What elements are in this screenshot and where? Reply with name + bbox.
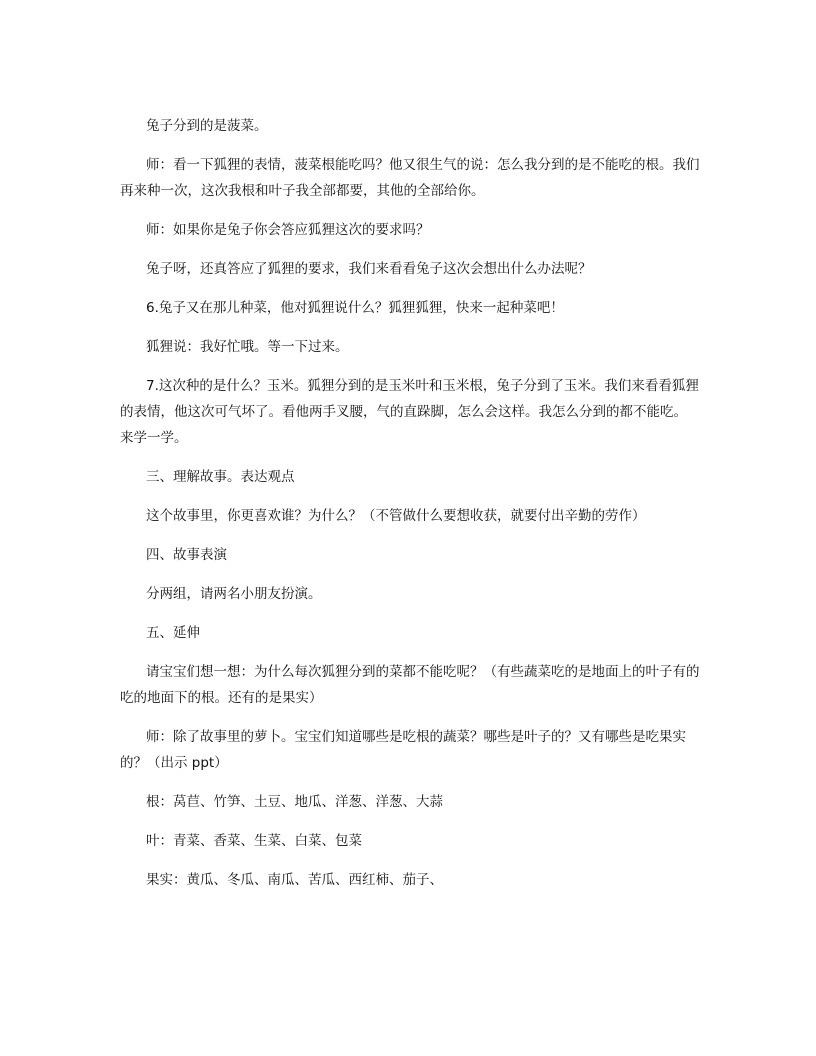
- paragraph-teacher-vegetables: 师：除了故事里的萝卜。宝宝们知道哪些是吃根的蔬菜？哪些是叶子的？又有哪些是吃果实的？（出示 ppt）: [120, 729, 686, 771]
- paragraph-teacher-question: 师：如果你是兔子你会答应狐狸这次的要求吗？: [146, 222, 430, 238]
- list-root-vegetables: 根：莴苣、竹笋、土豆、地瓜、洋葱、洋葱、大蒜: [146, 794, 443, 810]
- document-body: [120, 113, 700, 906]
- paragraph-groups: 分两组，请两名小朋友扮演。: [146, 586, 322, 602]
- section-heading-extension: 五、延伸: [146, 625, 200, 641]
- section-heading-understand: 三、理解故事。表达观点: [146, 469, 295, 485]
- list-leaf-vegetables: 叶：青菜、香菜、生菜、白菜、包菜: [146, 833, 362, 849]
- paragraph-fox-spinach-root: 师：看一下狐狸的表情，菠菜根能吃吗？他又很生气的说：怎么我分到的是不能吃的根。我们再来种一次，这次我根和叶子我全部都要，其他的全部给你。: [120, 157, 700, 199]
- paragraph-step-7: 7.这次种的是什么？玉米。狐狸分到的是玉米叶和玉米根，兔子分到了玉米。我们来看看狐狸的表情，他这次可气坏了。看他两手叉腰，气的直跺脚，怎么会这样。我怎么分到的都不能吃。来学一学。: [120, 378, 699, 446]
- list-fruit-vegetables: 果实：黄瓜、冬瓜、南瓜、苦瓜、西红柿、茄子、: [146, 872, 443, 888]
- paragraph-who-you-like: 这个故事里，你更喜欢谁？为什么？（不管做什么要想收获，就要付出辛勤的劳作）: [146, 508, 646, 524]
- paragraph-rabbit-agrees: 兔子呀，还真答应了狐狸的要求，我们来看看兔子这次会想出什么办法呢？: [146, 261, 592, 277]
- paragraph-fox-busy: 狐狸说：我好忙哦。等一下过来。: [146, 339, 349, 355]
- section-heading-performance: 四、故事表演: [146, 547, 227, 563]
- paragraph-think: 请宝宝们想一想：为什么每次狐狸分到的菜都不能吃呢？（有些蔬菜吃的是地面上的叶子有的吃的地面下的根。还有的是果实）: [120, 664, 700, 706]
- paragraph-step-6: 6.兔子又在那儿种菜，他对狐狸说什么？狐狸狐狸，快来一起种菜吧！: [146, 300, 564, 316]
- paragraph-rabbit-spinach: 兔子分到的是菠菜。: [146, 118, 268, 134]
